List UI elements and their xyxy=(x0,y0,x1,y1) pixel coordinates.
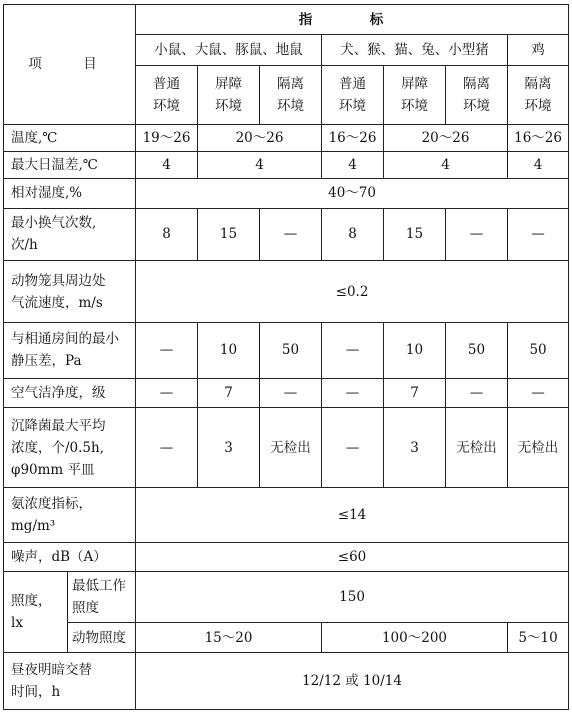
cell-value: 50 xyxy=(508,323,569,379)
row-label xyxy=(4,208,136,261)
cell-value: 无检出 xyxy=(446,408,508,488)
env-line: 环境 xyxy=(401,97,428,114)
table-row xyxy=(4,542,569,571)
env-line: 普通 xyxy=(339,75,366,92)
label-line: 照度 xyxy=(72,599,99,616)
cell-value: 50 xyxy=(260,323,322,379)
label-line: lx xyxy=(11,615,23,632)
row-label: 相对湿度,% xyxy=(4,179,136,208)
env-line: 普通 xyxy=(153,75,180,92)
row-label xyxy=(4,261,136,323)
cell-value: ≤60 xyxy=(136,542,569,571)
cell-value: — xyxy=(136,378,198,407)
cell-value: ≤0.2 xyxy=(136,261,569,323)
cell-value: 20～26 xyxy=(198,124,322,151)
cell-value: — xyxy=(136,408,198,488)
env-line: 隔离 xyxy=(277,75,304,92)
row-label xyxy=(4,323,136,379)
env-line: 环境 xyxy=(215,97,242,114)
cell-value: 10 xyxy=(384,323,446,379)
table-row xyxy=(4,488,569,543)
cell-value: ≤14 xyxy=(136,488,569,543)
label-line: 昼夜明暗交替 xyxy=(11,662,92,679)
label-line: 浓度，个/0.5h, xyxy=(11,439,105,456)
cell-value: — xyxy=(446,208,508,261)
cell-value: — xyxy=(446,378,508,407)
table-row xyxy=(4,622,569,652)
label-line: 沉降菌最大平均 xyxy=(11,417,106,434)
env-header xyxy=(260,65,322,124)
cell-value: — xyxy=(136,323,198,379)
label-line: 最小换气次数, xyxy=(11,215,97,232)
cell-value: 10 xyxy=(198,323,260,379)
env-line: 屏障 xyxy=(401,75,428,92)
table-row xyxy=(4,378,569,407)
cell-value: 8 xyxy=(322,208,384,261)
table-row xyxy=(4,151,569,178)
cell-value: — xyxy=(260,208,322,261)
cell-value: 50 xyxy=(446,323,508,379)
env-header xyxy=(136,65,198,124)
cell-value: 15 xyxy=(384,208,446,261)
cell-value: 4 xyxy=(508,151,569,178)
environment-indicator-table xyxy=(3,4,569,710)
cell-value: 3 xyxy=(384,408,446,488)
env-line: 环境 xyxy=(463,97,490,114)
cell-value: — xyxy=(260,378,322,407)
cell-value: 40～70 xyxy=(136,179,569,208)
cell-value: 8 xyxy=(136,208,198,261)
env-header xyxy=(508,65,569,124)
table-row xyxy=(4,179,569,208)
env-line: 环境 xyxy=(339,97,366,114)
group-larger-animals: 犬、猴、猫、兔、小型猪 xyxy=(322,35,508,65)
table-row xyxy=(4,323,569,379)
cell-value: 15 xyxy=(198,208,260,261)
table-row xyxy=(4,261,569,323)
cell-value: 无检出 xyxy=(508,408,569,488)
cell-value: 3 xyxy=(198,408,260,488)
group-rodents: 小鼠、大鼠、豚鼠、地鼠 xyxy=(136,35,322,65)
table-row xyxy=(4,572,569,623)
cell-value: 4 xyxy=(198,151,322,178)
cell-value: — xyxy=(508,378,569,407)
label-line: 氨浓度指标， xyxy=(11,495,92,512)
label-line: 静压差，Pa xyxy=(11,353,82,370)
group-chicken: 鸡 xyxy=(508,35,569,65)
env-line: 环境 xyxy=(277,97,304,114)
env-line: 环境 xyxy=(524,97,552,114)
label-line: 时间，h xyxy=(11,684,61,701)
cell-value: 19～26 xyxy=(136,124,198,151)
label-line: φ90mm 平皿 xyxy=(11,461,95,478)
row-label xyxy=(4,488,136,543)
env-header xyxy=(446,65,508,124)
cell-value: 16～26 xyxy=(322,124,384,151)
cell-value: — xyxy=(508,208,569,261)
label-line: 最低工作 xyxy=(72,577,126,594)
label-line: 照度， xyxy=(11,593,52,610)
cell-value: 5～10 xyxy=(508,622,569,652)
cell-value: 150 xyxy=(136,572,569,623)
table-row xyxy=(4,653,569,710)
env-line: 隔离 xyxy=(463,75,490,92)
cell-value: 20～26 xyxy=(384,124,508,151)
env-header xyxy=(384,65,446,124)
env-line: 环境 xyxy=(153,97,180,114)
item-header xyxy=(4,5,136,125)
label-line: 次/h xyxy=(11,237,38,254)
cell-value: 15～20 xyxy=(136,622,322,652)
row-label: 温度,℃ xyxy=(4,124,136,151)
sub-label-work-illuminance xyxy=(68,572,136,623)
label-line: 气流速度，m/s xyxy=(11,294,103,311)
row-label xyxy=(4,653,136,710)
cell-value: 无检出 xyxy=(260,408,322,488)
label-line: mg/m³ xyxy=(11,517,56,534)
env-line: 隔离 xyxy=(524,75,552,92)
env-header xyxy=(198,65,260,124)
row-label xyxy=(4,408,136,488)
cell-value: — xyxy=(322,408,384,488)
label-line: 动物笼具周边处 xyxy=(11,272,106,289)
cell-value: 4 xyxy=(322,151,384,178)
sub-label-animal-illuminance: 动物照度 xyxy=(68,622,136,652)
cell-value: 12/12 或 10/14 xyxy=(136,653,569,710)
table-row xyxy=(4,124,569,151)
cell-value: — xyxy=(322,323,384,379)
cell-value: 7 xyxy=(384,378,446,407)
env-line: 屏障 xyxy=(215,75,242,92)
cell-value: 4 xyxy=(136,151,198,178)
cell-value: 16～26 xyxy=(508,124,569,151)
indicator-header-text: 指 标 xyxy=(298,11,406,28)
indicator-header xyxy=(136,5,569,35)
item-header-text: 项 目 xyxy=(28,56,111,73)
cell-value: 4 xyxy=(384,151,508,178)
row-label: 空气洁净度，级 xyxy=(4,378,136,407)
label-line: 与相通房间的最小 xyxy=(11,331,119,348)
row-label-illuminance xyxy=(4,572,68,653)
table-row xyxy=(4,208,569,261)
cell-value: — xyxy=(322,378,384,407)
cell-value: 7 xyxy=(198,378,260,407)
row-label: 噪声，dB（A） xyxy=(4,542,136,571)
env-header xyxy=(322,65,384,124)
row-label: 最大日温差,℃ xyxy=(4,151,136,178)
cell-value: 100～200 xyxy=(322,622,508,652)
table-row xyxy=(4,408,569,488)
